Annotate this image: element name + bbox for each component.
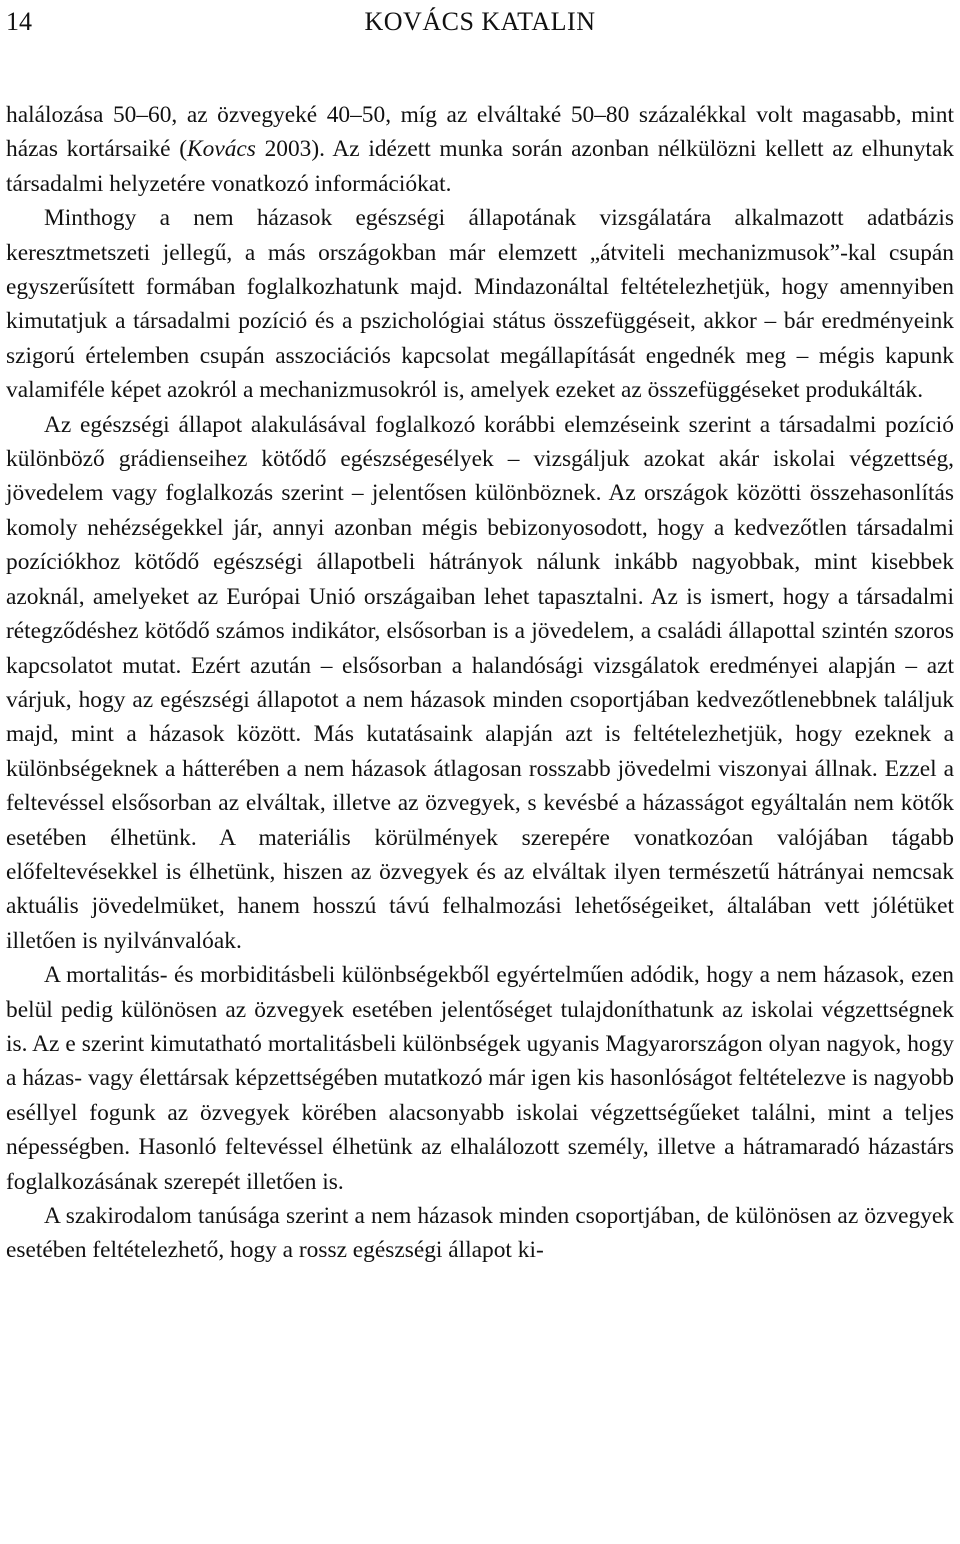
paragraph-continued: [6, 98, 954, 201]
running-head: KOVÁCS KATALIN: [364, 7, 596, 36]
page-number: 14: [6, 7, 32, 36]
paragraph: Az egészségi állapot alakulásával foglalkozó korábbi elemzéseink szerint a társadalmi pozíció különböző grádienseihez kötődő egészségesélyek – vizsgáljuk azokat akár iskolai végzettség, jövedelem vagy foglalkozás szerint – jelentősen különböznek. Az országok közötti összehasonlítás komoly nehézségekkel jár, annyi azonban mégis bebizonyosodott, hogy a kedvezőtlen társadalmi pozíciókhoz kötődő egészségi állapotbeli hátrányok nálunk inkább nagyobbak, mint kisebbek azoknál, amelyeket az Európai Unió országaiban lehet tapasztalni. Az is ismert, hogy a társadalmi rétegződéshez kötődő számos indikátor, elsősorban is a jövedelem, a családi állapottal szintén szoros kapcsolatot mutat. Ezért azután – elsősorban a halandósági vizsgálatok eredményei alapján – azt várjuk, hogy az egészségi állapotot a nem házasok minden csoportjában kedvezőtlenebbnek találjuk majd, mint a házasok között. Más kutatásaink alapján azt is feltételezhetjük, hogy ezeknek a különbségeknek a hátterében a nem házasok átlagosan rosszabb jövedelmi viszonyai állnak. Ezzel a feltevéssel elsősorban az elváltak, illetve az özvegyek, s kevésbé a házasságot egyáltalán nem kötők esetében élhetünk. A materiális körülmények szerepére vonatkozóan valójában tágabb előfeltevésekkel is élhetünk, hiszen az özvegyek és az elváltak ilyen természetű hátrányai nemcsak aktuális jövedelmüket, hanem hosszú távú felhalmozási lehetőségeiket, általában vett jólétüket illetően is nyilvánvalóak.: [6, 411, 954, 954]
paragraph: Minthogy a nem házasok egészségi állapotának vizsgálatára alkalmazott adatbázis keresztmetszeti jellegű, a más országokban már elemzett „átviteli mechanizmusok”-kal csupán egyszerűsített formában foglalkozhatunk majd. Mindazonáltal feltételezhetjük, hogy amennyiben kimutatjuk a társadalmi pozíció és a pszichológiai státus összefüggéseit, akkor – bár eredményeink szigorú értelemben csupán asszociációs kapcsolat megállapítását engednék meg – mégis kapunk valamiféle képet azokról a mechanizmusokról is, amelyek ezeket az összefüggéseket produkálták.: [6, 205, 954, 404]
paragraph-text: 2003). Az idézett munka során azonban nélkülözni kellett az elhunytak társadalmi helyzetére vonatkozó információkat.: [6, 136, 954, 197]
paragraph: A mortalitás- és morbiditásbeli különbségekből egyértelműen adódik, hogy a nem házasok, ezen belül pedig különösen az özvegyek esetében jelentőséget tulajdoníthatunk az iskolai végzettségnek is. Az e szerint kimutatható mortalitásbeli különbségek ugyanis Magyarországon olyan nagyok, hogy a házas- vagy élettársak képzettségében mutatkozó már igen kis hasonlóságot feltételezve is nagyobb eséllyel fogunk az özvegyek körében alacsonyabb iskolai végzettségűeket találni, mint a teljes népességben. Hasonló feltevéssel élhetünk az elhalálozott személy, illetve a hátramaradó házastárs foglalkozásának szerepét illetően is.: [6, 962, 954, 1195]
citation-author: Kovács: [187, 136, 256, 163]
page-header: [6, 2, 954, 42]
paragraph-text: halálozása 50–60, az özvegyeké 40–50, míg az elváltaké 50–80 százalékkal volt magasabb, mint házas kortársaiké (: [6, 102, 954, 163]
body-text: [6, 98, 954, 1268]
paragraph: A szakirodalom tanúsága szerint a nem házasok minden csoportjában, de különösen az özvegyek esetében feltételezhető, hogy a rossz egészségi állapot ki-: [6, 1203, 954, 1264]
